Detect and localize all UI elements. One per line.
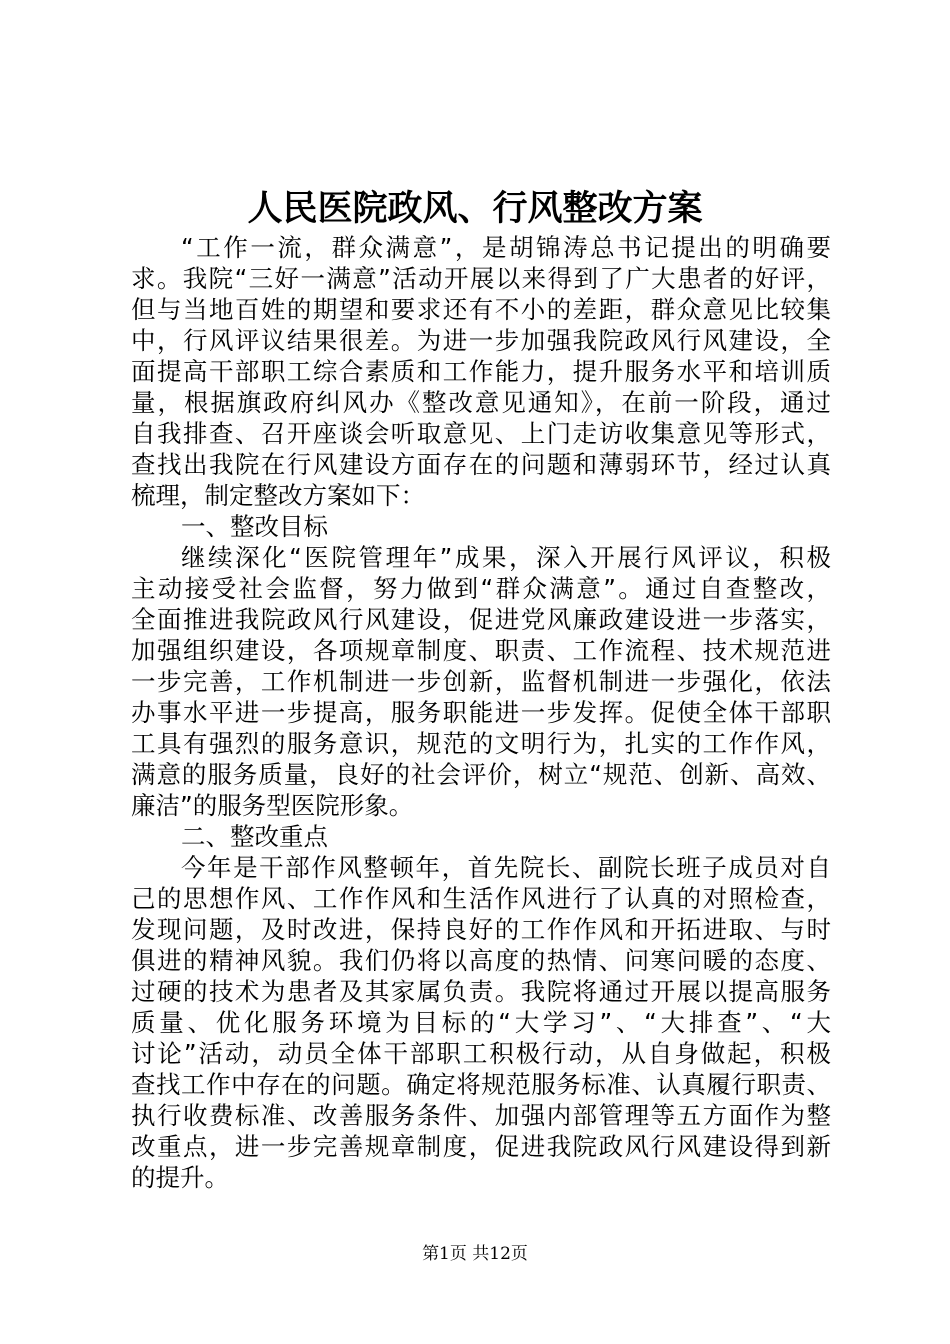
paragraph-line: 过硬的技术为患者及其家属负责。我院将通过开展以提高服务 xyxy=(131,977,831,1006)
paragraph-line: 求。我院“三好一满意”活动开展以来得到了广大患者的好评， xyxy=(131,264,831,293)
section-heading-1: 一、整改目标 xyxy=(181,512,328,541)
paragraph-line: 主动接受社会监督，努力做到“群众满意”。通过自查整改， xyxy=(131,574,831,603)
paragraph-line: 面提高干部职工综合素质和工作能力，提升服务水平和培训质 xyxy=(131,357,831,386)
paragraph-line: 执行收费标准、改善服务条件、加强内部管理等五方面作为整 xyxy=(131,1101,831,1130)
paragraph-line: 继续深化“医院管理年”成果，深入开展行风评议，积极 xyxy=(181,543,831,572)
paragraph-line: 俱进的精神风貌。我们仍将以高度的热情、问寒问暖的态度、 xyxy=(131,946,831,975)
paragraph-line: 今年是干部作风整顿年，首先院长、副院长班子成员对自 xyxy=(181,853,831,882)
document-body xyxy=(131,232,831,1193)
paragraph-line: 办事水平进一步提高，服务职能进一步发挥。促使全体干部职 xyxy=(131,698,831,727)
paragraph-line: 中，行风评议结果很差。为进一步加强我院政风行风建设，全 xyxy=(131,326,831,355)
paragraph-line: 讨论”活动，动员全体干部职工积极行动，从自身做起，积极 xyxy=(131,1039,831,1068)
paragraph-line: 改重点，进一步完善规章制度，促进我院政风行风建设得到新 xyxy=(131,1132,831,1161)
paragraph-line: 加强组织建设，各项规章制度、职责、工作流程、技术规范进 xyxy=(131,636,831,665)
paragraph-line: 但与当地百姓的期望和要求还有不小的差距，群众意见比较集 xyxy=(131,295,831,324)
paragraph-line: 查找出我院在行风建设方面存在的问题和薄弱环节，经过认真 xyxy=(131,450,831,479)
paragraph-line: 己的思想作风、工作作风和生活作风进行了认真的对照检查， xyxy=(131,884,831,913)
paragraph-line: 质量、优化服务环境为目标的“大学习”、“大排查”、“大 xyxy=(131,1008,831,1037)
section-heading-2: 二、整改重点 xyxy=(181,822,328,851)
paragraph-line: 满意的服务质量，良好的社会评价，树立“规范、创新、高效、 xyxy=(131,760,831,789)
paragraph-line: 全面推进我院政风行风建设，促进党风廉政建设进一步落实， xyxy=(131,605,831,634)
paragraph-line: 自我排查、召开座谈会听取意见、上门走访收集意见等形式， xyxy=(131,419,831,448)
paragraph-line: 量，根据旗政府纠风办《整改意见通知》，在前一阶段，通过 xyxy=(131,388,831,417)
page-footer: 第1页 共12页 xyxy=(422,1244,528,1264)
document-title: 人民医院政风、行风整改方案 xyxy=(247,188,703,229)
paragraph-line: 发现问题，及时改进，保持良好的工作作风和开拓进取、与时 xyxy=(131,915,831,944)
paragraph-line: “工作一流，群众满意”，是胡锦涛总书记提出的明确要 xyxy=(181,233,831,262)
paragraph-line: 查找工作中存在的问题。确定将规范服务标准、认真履行职责、 xyxy=(131,1070,831,1099)
paragraph-line: 一步完善，工作机制进一步创新，监督机制进一步强化，依法 xyxy=(131,667,831,696)
paragraph-line: 工具有强烈的服务意识，规范的文明行为，扎实的工作作风， xyxy=(131,729,831,758)
paragraph-line: 的提升。 xyxy=(131,1163,229,1192)
paragraph-line: 廉洁”的服务型医院形象。 xyxy=(131,791,414,820)
paragraph-line: 梳理，制定整改方案如下： xyxy=(131,481,425,510)
